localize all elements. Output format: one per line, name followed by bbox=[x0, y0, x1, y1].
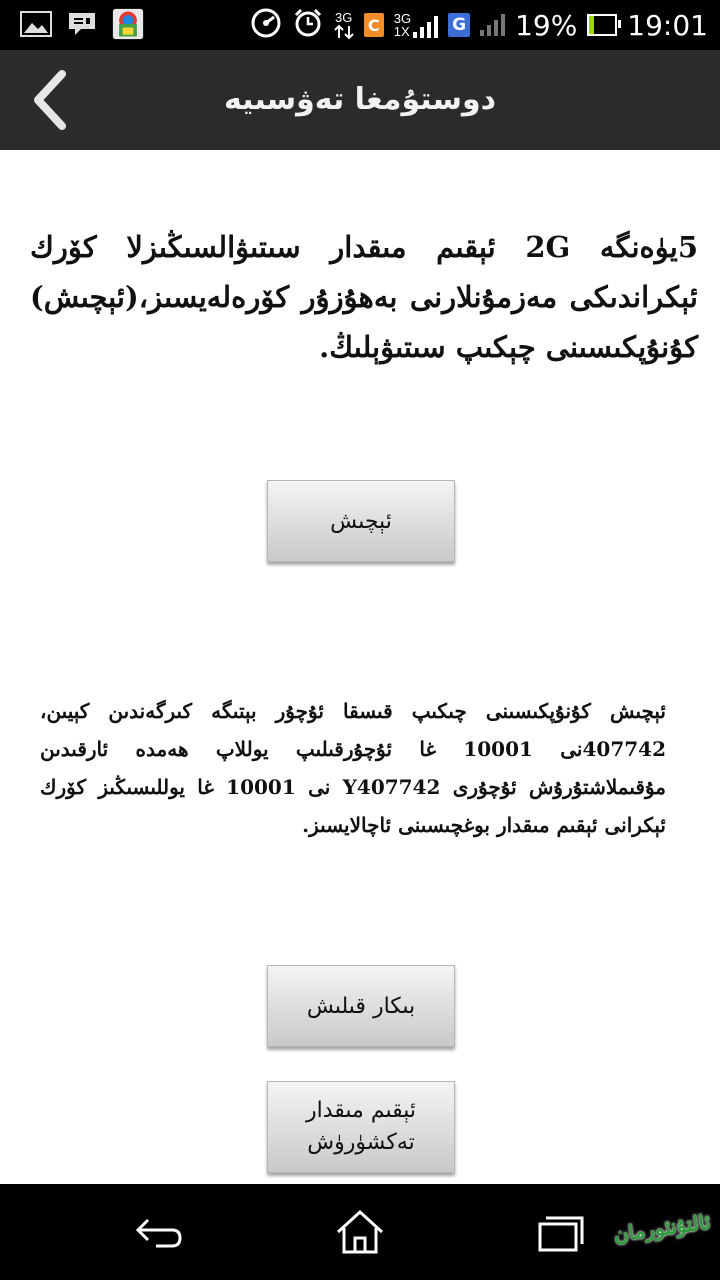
back-arrow-icon bbox=[130, 1206, 190, 1258]
network-2-bottom-label: 1X bbox=[393, 24, 410, 39]
network-1 bbox=[334, 11, 354, 40]
recent-apps-icon bbox=[530, 1206, 590, 1258]
check-traffic-line1: ئېقىم مىقدار bbox=[306, 1098, 416, 1123]
open-button[interactable]: ئېچىش bbox=[267, 480, 455, 562]
intro-text: 5يۈەنگە 2G ئېقىم مىقدار سىتىۋالسىڭىزلا كۆرك ئېكراندىكى مەزمۇنلارنى بەھۇزۇر كۆرەلەيسىز،(ئېچىش) كۇنۇپكىسىنى چېكىپ سىتىۋېلىڭ. bbox=[30, 230, 698, 364]
nav-back-button[interactable] bbox=[130, 1206, 190, 1258]
signal-icon bbox=[413, 16, 438, 38]
no-signal-icon bbox=[480, 14, 505, 36]
page-title: دوستۇمغا تەۋسىيە bbox=[223, 82, 497, 117]
image-icon bbox=[20, 8, 52, 40]
battery-percent: 19% bbox=[515, 8, 578, 42]
instructions-text: ئېچىش كۇنۇپكىسىنى چىكىپ قىسقا ئۇچۇر بېتىگە كىرگەندىن كېيىن، 407742نى 10001 غا ئۇچۇرقىلىپ يوللاپ ھەمدە ئارقىدىن مۇقىملاشتۇرۇش ئۇچۇرى Y407742 نى 10001 غا يوللىسىڭىز كۆرك ئېكرانى ئېقىم مىقدار بوغچىسىنى ئاچالايسىز. bbox=[40, 699, 666, 837]
watermark-logo: ئالتۇنئورمان bbox=[612, 1209, 712, 1247]
battery-level bbox=[589, 16, 594, 34]
speedometer-icon bbox=[250, 7, 282, 43]
check-traffic-button[interactable] bbox=[267, 1081, 455, 1173]
network-2 bbox=[394, 12, 438, 38]
nav-home-button[interactable] bbox=[330, 1206, 390, 1258]
check-traffic-label bbox=[306, 1095, 416, 1159]
c-app-icon: C bbox=[364, 13, 384, 37]
network-2-top-label: 3G bbox=[393, 11, 412, 26]
alarm-icon bbox=[292, 7, 324, 43]
data-transfer-icon bbox=[334, 24, 354, 40]
system-icons bbox=[250, 0, 708, 50]
battery-icon bbox=[587, 14, 617, 36]
check-traffic-line2: تەكشۈرۈش bbox=[307, 1130, 415, 1155]
app-store-icon bbox=[112, 8, 144, 40]
nav-recent-apps-button[interactable] bbox=[530, 1206, 590, 1258]
g-app-icon: G bbox=[448, 13, 470, 37]
status-bar bbox=[0, 0, 720, 50]
action-bar bbox=[0, 50, 720, 150]
notification-icons bbox=[20, 8, 144, 40]
network-1-label: 3G bbox=[335, 9, 353, 25]
cancel-button[interactable]: بىكار قىلىش bbox=[267, 965, 455, 1047]
message-icon bbox=[66, 8, 98, 40]
clock: 19:01 bbox=[627, 8, 708, 42]
home-icon bbox=[330, 1206, 390, 1258]
